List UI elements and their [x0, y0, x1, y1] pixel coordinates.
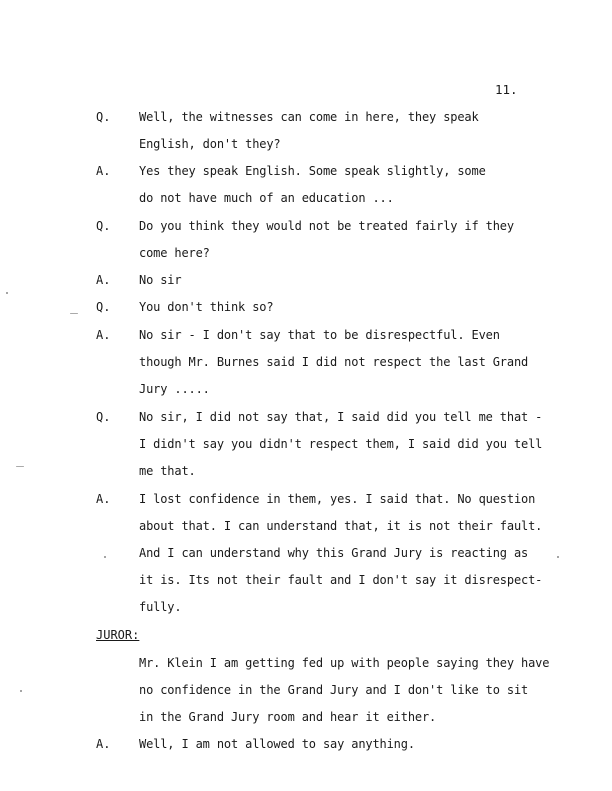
juror-heading: JUROR: [96, 628, 140, 642]
transcript-line: it is. Its not their fault and I don't say it disrespect- [139, 573, 543, 587]
transcript-line: Well, the witnesses can come in here, they speak [139, 110, 479, 124]
transcript-line: Do you think they would not be treated fairly if they [139, 219, 514, 233]
transcript-line: Yes they speak English. Some speak slightly, some [139, 164, 486, 178]
transcript-line: do not have much of an education ... [139, 191, 394, 205]
transcript-line: You don't think so? [139, 300, 274, 314]
speaker-label: A. [96, 492, 111, 506]
speaker-label: A. [96, 737, 111, 751]
speaker-label: Q. [96, 219, 111, 233]
transcript-line: I lost confidence in them, yes. I said that. No question [139, 492, 536, 506]
transcript-line: I didn't say you didn't respect them, I said did you tell [139, 437, 543, 451]
transcript-line: in the Grand Jury room and hear it either. [139, 710, 437, 724]
transcript-line: about that. I can understand that, it is not their fault. [139, 519, 543, 533]
scan-speck [557, 556, 559, 558]
transcript-line: Mr. Klein I am getting fed up with people saying they have [139, 656, 550, 670]
scan-speck [20, 690, 22, 692]
scan-speck [70, 313, 78, 314]
transcript-line: though Mr. Burnes said I did not respect the last Grand [139, 355, 529, 369]
scan-speck [6, 292, 8, 294]
transcript-line: No sir - I don't say that to be disrespectful. Even [139, 328, 500, 342]
speaker-label: A. [96, 164, 111, 178]
page-number: 11. [495, 82, 518, 97]
transcript-line: me that. [139, 464, 196, 478]
transcript-line: No sir [139, 273, 182, 287]
speaker-label: Q. [96, 300, 111, 314]
transcript-line: fully. [139, 600, 182, 614]
scan-speck [104, 556, 106, 558]
transcript-line: Jury ..... [139, 382, 210, 396]
transcript-line: come here? [139, 246, 210, 260]
speaker-label: Q. [96, 110, 111, 124]
transcript-line: And I can understand why this Grand Jury is reacting as [139, 546, 529, 560]
transcript-line: Well, I am not allowed to say anything. [139, 737, 415, 751]
speaker-label: Q. [96, 410, 111, 424]
speaker-label: A. [96, 273, 111, 287]
transcript-line: English, don't they? [139, 137, 281, 151]
speaker-label: A. [96, 328, 111, 342]
scan-speck [16, 466, 24, 467]
transcript-line: No sir, I did not say that, I said did you tell me that - [139, 410, 543, 424]
transcript-line: no confidence in the Grand Jury and I don't like to sit [139, 683, 529, 697]
